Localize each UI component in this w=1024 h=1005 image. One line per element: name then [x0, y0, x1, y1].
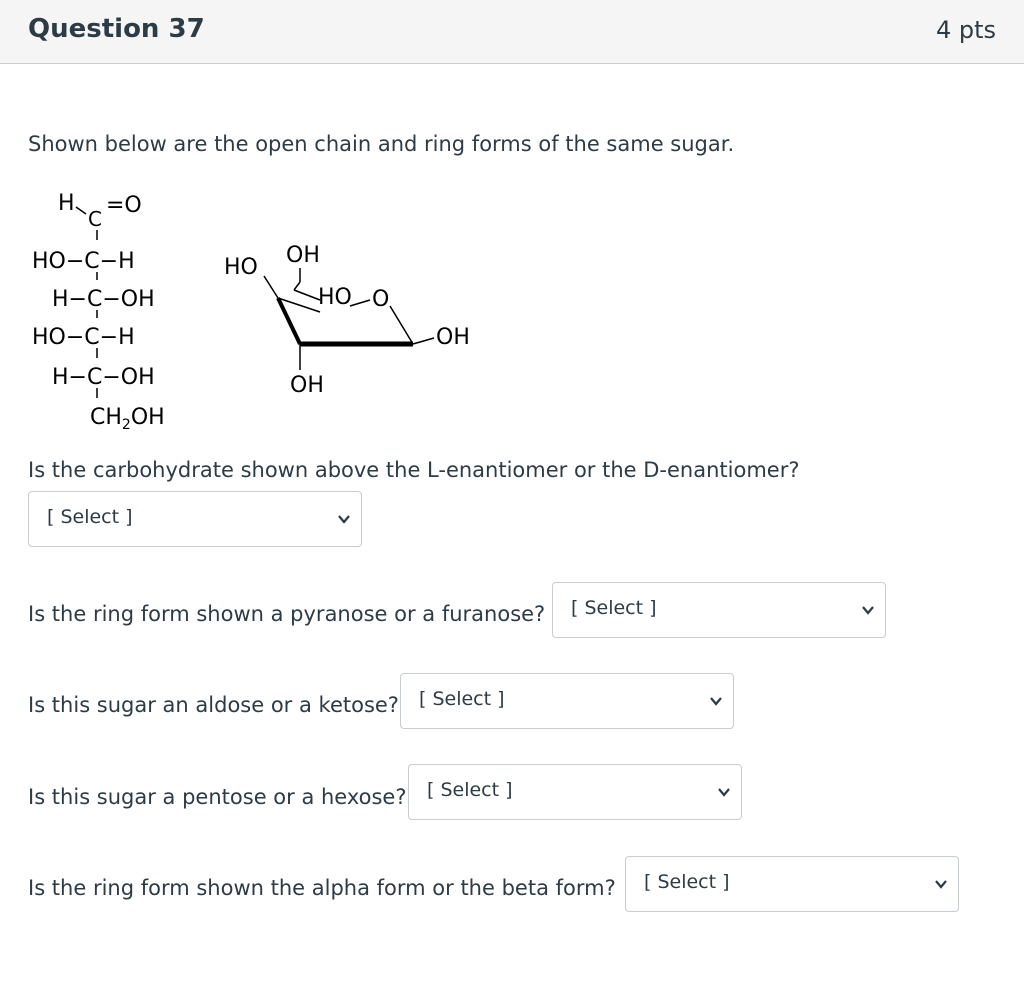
- fischer-projection: [32, 191, 165, 433]
- ring-bond-ho-inner: [294, 290, 320, 300]
- ch2oh-ch: CH: [90, 405, 122, 430]
- ring-bond-oh-right: [413, 338, 434, 344]
- aldehyde-h-bond: [76, 207, 86, 214]
- ch2oh-subscript: 2: [121, 417, 131, 433]
- fischer-row-2: H−C−OH: [52, 287, 155, 312]
- sugar-structure-diagram: [28, 180, 518, 440]
- aldehyde-h-label: H: [58, 191, 75, 216]
- chevron-down-icon: [337, 512, 351, 526]
- ring-form: [224, 243, 470, 398]
- ring-bond-oh-top-2: [294, 282, 300, 290]
- ring-oh-bottom-label: OH: [290, 373, 324, 398]
- question-5-selected-value: [ Select ]: [644, 871, 730, 893]
- ring-edge-back-mid: [350, 300, 370, 306]
- fischer-row-1: HO−C−H: [32, 249, 135, 274]
- chevron-down-icon: [934, 877, 948, 891]
- question-intro: Shown below are the open chain and ring forms of the same sugar.: [28, 132, 735, 156]
- ring-ho-left-label: HO: [224, 255, 258, 280]
- question-header: [0, 0, 1024, 64]
- question-3-text: Is this sugar an aldose or a ketose?: [28, 693, 399, 717]
- question-4-select[interactable]: [408, 764, 742, 820]
- ch2oh-oh: OH: [130, 405, 165, 430]
- question-5-select[interactable]: [625, 856, 959, 912]
- question-4-selected-value: [ Select ]: [427, 779, 513, 801]
- ring-oh-right-label: OH: [436, 325, 470, 350]
- fischer-row-3: HO−C−H: [32, 325, 135, 350]
- aldehyde-c-label: C: [88, 207, 102, 231]
- question-1-select[interactable]: [28, 491, 362, 547]
- ring-edge-right: [390, 306, 413, 344]
- question-title: Question 37: [28, 14, 205, 44]
- question-2-select[interactable]: [552, 582, 886, 638]
- chevron-down-icon: [717, 785, 731, 799]
- question-5-text: Is the ring form shown the alpha form or the beta form?: [28, 876, 616, 900]
- ring-bond-ho-left: [264, 276, 278, 298]
- question-points: 4 pts: [935, 16, 996, 44]
- ring-ho-inner-label: HO: [318, 285, 352, 310]
- question-3-selected-value: [ Select ]: [419, 688, 505, 710]
- question-1-selected-value: [ Select ]: [47, 506, 133, 528]
- ch2oh-label: [90, 405, 165, 433]
- fischer-row-4: H−C−OH: [52, 365, 155, 390]
- question-1-text: Is the carbohydrate shown above the L-enantiomer or the D-enantiomer?: [28, 458, 800, 482]
- question-2-text: Is the ring form shown a pyranose or a furanose?: [28, 602, 546, 626]
- question-4-text: Is this sugar a pentose or a hexose?: [28, 785, 407, 809]
- question-2-selected-value: [ Select ]: [571, 597, 657, 619]
- ring-oh-top-label: OH: [286, 243, 320, 268]
- chevron-down-icon: [861, 603, 875, 617]
- chevron-down-icon: [709, 694, 723, 708]
- question-3-select[interactable]: [400, 673, 734, 729]
- ring-oxygen-label: O: [372, 287, 390, 312]
- aldehyde-o-label: =O: [106, 193, 142, 218]
